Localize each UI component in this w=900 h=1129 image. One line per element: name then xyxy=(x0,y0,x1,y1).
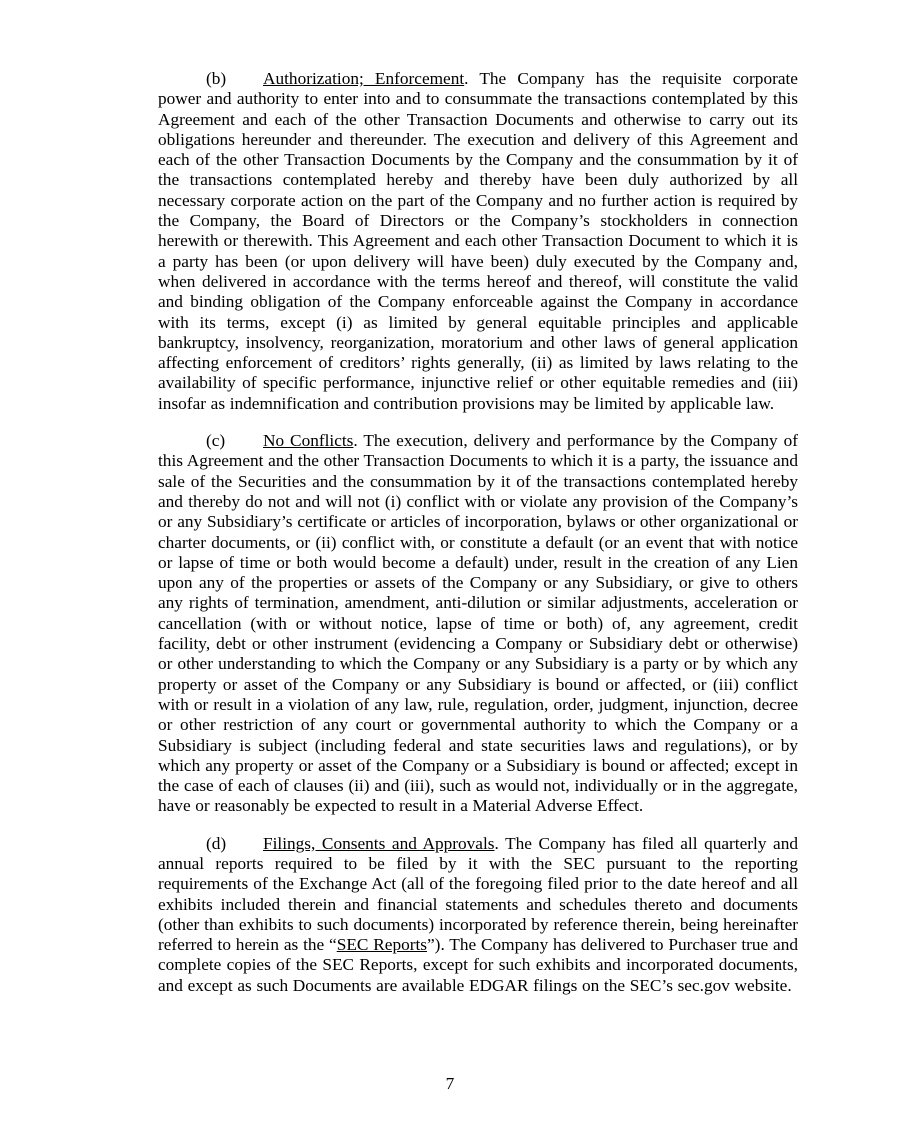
page-number: 7 xyxy=(445,1074,455,1093)
section-heading-authorization-enforcement: Authorization; Enforcement xyxy=(263,69,465,88)
paragraph-d-body-after: ”). The Company has delivered to Purchaser true and complete copies of the SEC Reports, except for such exhibits and incorporated documents, and except as such Documents are available EDGAR filings on the SEC’s sec.gov website. xyxy=(158,935,798,995)
page-content xyxy=(158,69,798,996)
paragraph-no-conflicts xyxy=(158,431,798,817)
section-heading-filings-consents-approvals: Filings, Consents and Approvals xyxy=(263,833,495,853)
defined-term-sec-reports: SEC Reports xyxy=(336,935,428,955)
paragraph-filings-consents-approvals xyxy=(158,834,798,996)
paragraph-c-label: (c) xyxy=(206,431,226,451)
section-heading-no-conflicts: No Conflicts xyxy=(263,431,354,451)
paragraph-d-body-before: . The Company has filed all quarterly and annual reports required to be filed by it with the SEC pursuant to the reporting requirements of the Exchange Act (all of the foregoing filed prior to the date hereof and all exhibits included therein and financial statements and schedules thereto and documents (other than exhibits to such documents) incorporated by reference therein, being hereinafter referred to herein as the “ xyxy=(158,833,799,955)
paragraph-d-label: (d) xyxy=(206,833,227,853)
paragraph-authorization-enforcement xyxy=(158,69,798,414)
paragraph-c-body: . The execution, delivery and performance by the Company of this Agreement and the other Transaction Documents to which it is a party, the issuance and sale of the Securities and the consummation by it of the transactions contemplated hereby and thereby do not and will not (i) conflict with or violate any provision of the Company’s or any Subsidiary’s certificate or articles of incorporation, bylaws or other organizational or charter documents, or (ii) conflict with, or constitute a default (or an event that with notice or lapse of time or both would become a default) under, result in the creation of any Lien upon any of the properties or assets of the Company or any Subsidiary, or give to others any rights of termination, amendment, anti-dilution or similar adjustments, acceleration or cancellation (with or without notice, lapse of time or both) of, any agreement, credit facility, debt or other instrument (evidencing a Company or Subsidiary debt or otherwise) or other understanding to which the Company or any Subsidiary is a party or by which any property or asset of the Company or any Subsidiary is bound or affected, or (iii) conflict with or result in a violation of any law, rule, regulation, order, judgment, injunction, decree or other restriction of any court or governmental authority to which the Company or a Subsidiary is subject (including federal and state securities laws and regulations), or by which any property or asset of the Company or a Subsidiary is bound or affected; except in the case of each of clauses (ii) and (iii), such as would not, individually or in the aggregate, have or reasonably be expected to result in a Material Adverse Effect. xyxy=(158,431,798,816)
paragraph-b-label: (b) xyxy=(206,69,227,88)
paragraph-b-body: . The Company has the requisite corporate power and authority to enter into and to consummate the transactions contemplated by this Agreement and each of the other Transaction Documents and otherwise to carry out its obligations hereunder and thereunder. The execution and delivery of this Agreement and each of the other Transaction Documents by the Company and the consummation by it of the transactions contemplated hereby and thereby have been duly authorized by all necessary corporate action on the part of the Company and no further action is required by the Company, the Board of Directors or the Company’s stockholders in connection herewith or therewith. This Agreement and each other Transaction Document to which it is a party has been (or upon delivery will have been) duly executed by the Company and, when delivered in accordance with the terms hereof and thereof, will constitute the valid and binding obligation of the Company enforceable against the Company in accordance with its terms, except (i) as limited by general equitable principles and applicable bankruptcy, insolvency, reorganization, moratorium and other laws of general application affecting enforcement of creditors’ rights generally, (ii) as limited by laws relating to the availability of specific performance, injunctive relief or other equitable remedies and (iii) insofar as indemnification and contribution provisions may be limited by applicable law. xyxy=(158,69,798,413)
